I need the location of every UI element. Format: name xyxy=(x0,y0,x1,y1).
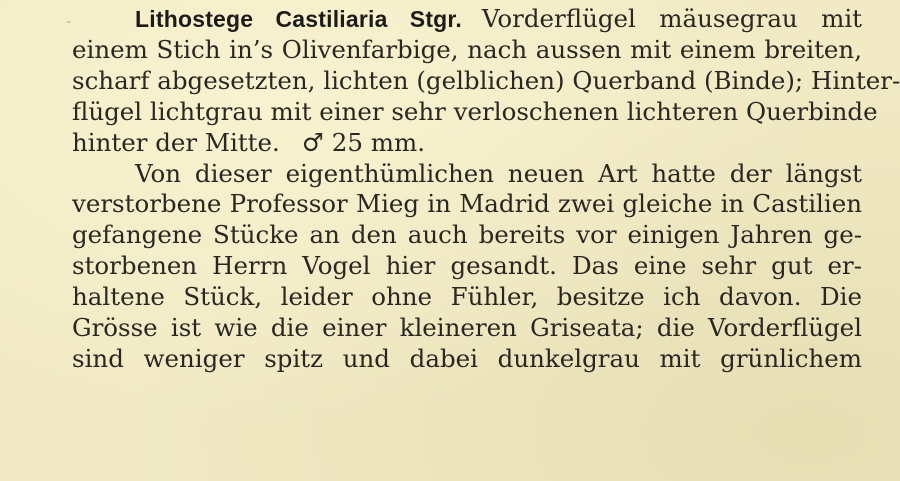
description-line: Vorderflügel mäusegrau mit xyxy=(481,4,862,33)
description-line: einem Stich in’s Olivenfarbige, nach aussen mit einem breiten, xyxy=(72,34,862,64)
entry-heading-line xyxy=(72,4,862,35)
paragraph-line: storbenen Herrn Vogel hier gesandt. Das eine sehr gut er- xyxy=(72,251,862,281)
size-value: 25 mm. xyxy=(331,127,426,157)
description-last-line xyxy=(72,128,862,159)
paragraph-line: Grösse ist wie die einer kleineren Griseata; die Vorderflügel xyxy=(72,313,862,343)
paragraph-line: verstorbene Professor Mieg in Madrid zwei gleiche in Castilien xyxy=(72,189,862,219)
margin-speck: - xyxy=(66,14,72,30)
paragraph-line: haltene Stück, leider ohne Fühler, besitze ich davon. Die xyxy=(72,282,862,312)
description-line: scharf abgesetzten, lichten (gelblichen) Querband (Binde); Hinter- xyxy=(72,65,900,95)
description-line: flügel lichtgrau mit einer sehr verloschenen lichteren Querbinde xyxy=(72,96,878,126)
paragraph-line: gefangene Stücke an den auch bereits vor einigen Jahren ge- xyxy=(72,220,862,250)
paragraph-line: Von dieser eigenthümlichen neuen Art hatte der längst xyxy=(135,158,862,188)
description-line: hinter der Mitte. xyxy=(72,127,280,157)
paragraph-line: sind weniger spitz und dabei dunkelgrau mit grünlichem xyxy=(72,343,862,373)
male-symbol: ♂ xyxy=(301,127,324,157)
entry-text xyxy=(72,4,900,375)
species-name: Lithostege Castiliaria Stgr. xyxy=(135,6,462,32)
